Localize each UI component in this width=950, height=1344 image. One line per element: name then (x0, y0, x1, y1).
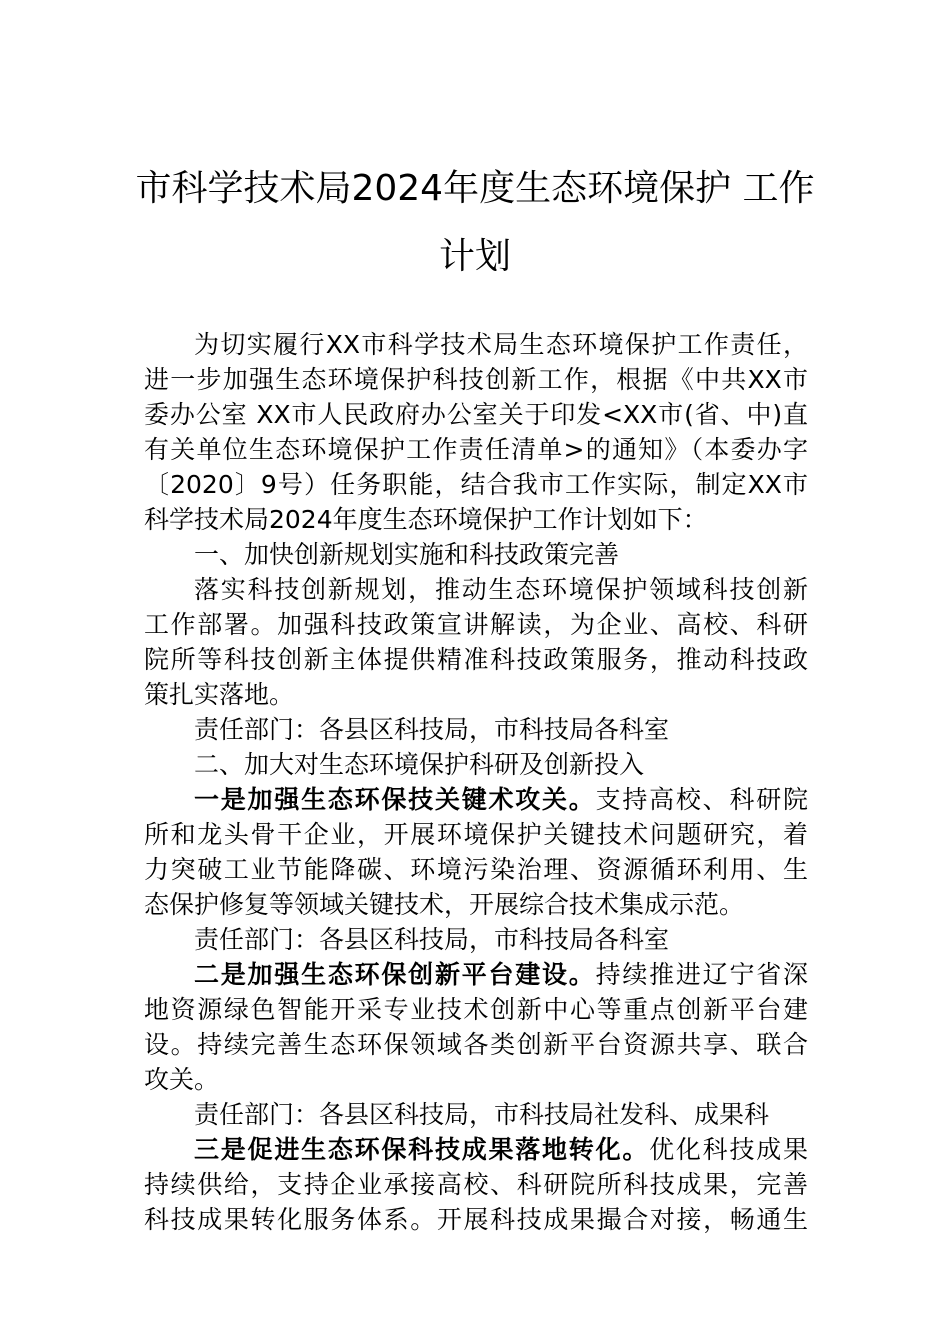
line-text: 有关单位生态环境保护工作责任清单>的通知》（本委办字 (144, 435, 808, 464)
bold-lead-text: 二是加强生态环保创新平台建设。 (194, 960, 596, 989)
body-line (144, 957, 808, 992)
body-line (144, 502, 808, 537)
body-line (144, 992, 808, 1027)
body-line (144, 1027, 808, 1062)
line-text: 设。持续完善生态环保领域各类创新平台资源共享、联合 (144, 1030, 808, 1059)
body-line (144, 887, 808, 922)
body-line (144, 922, 808, 957)
body-line (144, 537, 808, 572)
body-line (144, 852, 808, 887)
line-text: 科学技术局2024年度生态环境保护工作计划如下： (144, 505, 708, 534)
line-text: 持续供给，支持企业承接高校、科研院所科技成果，完善 (144, 1170, 808, 1199)
line-text: 二、加大对生态环境保护科研及创新投入 (194, 750, 645, 779)
line-text: 责任部门：各县区科技局，市科技局各科室 (194, 925, 670, 954)
line-text: 一、加快创新规划实施和科技政策完善 (194, 540, 620, 569)
body-line (144, 1132, 808, 1167)
bold-lead-text: 三是促进生态环保科技成果落地转化。 (194, 1135, 650, 1164)
body-line (144, 572, 808, 607)
body-line (144, 1062, 808, 1097)
line-text: 责任部门：各县区科技局，市科技局各科室 (194, 715, 670, 744)
line-text: 态保护修复等领域关键技术，开展综合技术集成示范。 (144, 890, 745, 919)
body-line (144, 677, 808, 712)
body-line (144, 607, 808, 642)
body-line (144, 817, 808, 852)
line-text: 委办公室 XX市人民政府办公室关于印发<XX市(省、中)直 (144, 400, 808, 429)
body-line (144, 432, 808, 467)
line-text: 策扎实落地。 (144, 680, 295, 709)
body-line (144, 1202, 808, 1237)
line-text: 责任部门：各县区科技局，市科技局社发科、成果科 (194, 1100, 770, 1129)
line-text: 持续推进辽宁省深 (595, 960, 808, 989)
document-title-line-2: 计划 (438, 236, 511, 277)
body-line (144, 467, 808, 502)
body-line (144, 362, 808, 397)
line-text: 〔2020〕9号）任务职能，结合我市工作实际，制定XX市 (144, 470, 808, 499)
body-line (144, 712, 808, 747)
line-text: 工作部署。加强科技政策宣讲解读，为企业、高校、科研 (144, 610, 808, 639)
line-text: 科技成果转化服务体系。开展科技成果撮合对接，畅通生 (144, 1205, 808, 1234)
body-line (144, 397, 808, 432)
body-line (144, 327, 808, 362)
document-title-line-1: 市科学技术局2024年度生态环境保护 工作 (135, 168, 815, 209)
line-text: 地资源绿色智能开采专业技术创新中心等重点创新平台建 (144, 995, 808, 1024)
document-body (144, 327, 808, 1237)
line-text: 攻关。 (144, 1065, 220, 1094)
line-text: 优化科技成果 (649, 1135, 809, 1164)
body-line (144, 747, 808, 782)
line-text: 支持高校、科研院 (595, 785, 808, 814)
bold-lead-text: 一是加强生态环保技关键术攻关。 (194, 785, 596, 814)
body-line (144, 1167, 808, 1202)
body-line (144, 642, 808, 677)
line-text: 落实科技创新规划，推动生态环境保护领域科技创新 (194, 575, 808, 604)
line-text: 院所等科技创新主体提供精准科技政策服务，推动科技政 (144, 645, 808, 674)
line-text: 力突破工业节能降碳、环境污染治理、资源循环利用、生 (144, 855, 808, 884)
body-line (144, 782, 808, 817)
body-line (144, 1097, 808, 1132)
line-text: 进一步加强生态环境保护科技创新工作，根据《中共XX市 (144, 365, 808, 394)
line-text: 所和龙头骨干企业，开展环境保护关键技术问题研究，着 (144, 820, 808, 849)
line-text: 为切实履行XX市科学技术局生态环境保护工作责任， (194, 330, 808, 359)
